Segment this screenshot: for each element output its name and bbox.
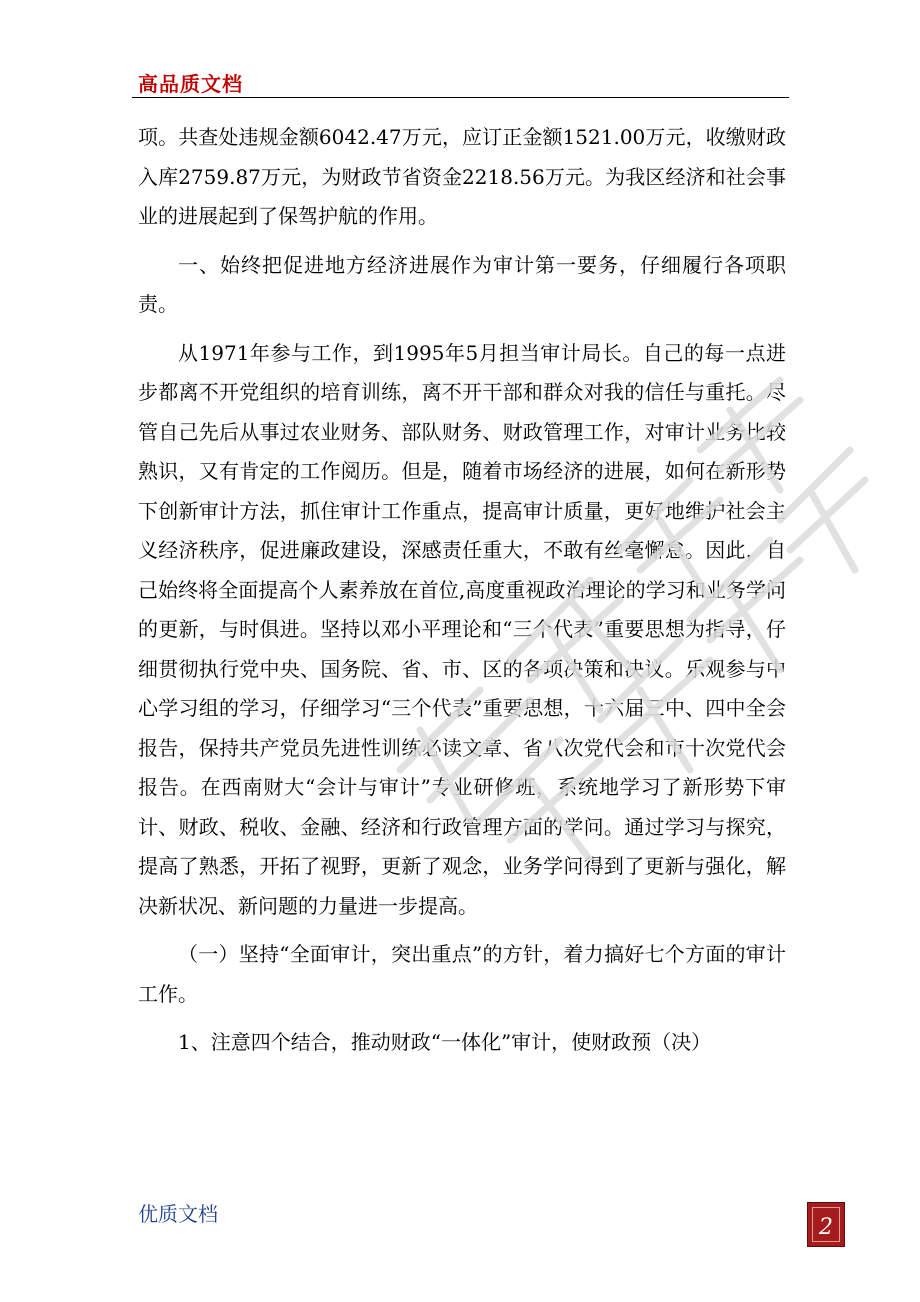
footer-title: 优质文档 xyxy=(138,1202,218,1226)
page-number: 2 xyxy=(819,1215,833,1240)
body-text xyxy=(138,118,786,1063)
header-title: 高品质文档 xyxy=(138,72,243,96)
header-rule xyxy=(132,97,789,98)
paragraph-career-summary: 从1971年参与工作，到1995年5月担当审计局长。自己的每一点进步都离不开党组织的培育训练，离不开干部和群众对我的信任与重托。尽管自己先后从事过农业财务、部队财务、财政管理工作，对审计业务比较熟识，又有肯定的工作阅历。但是，随着市场经济的进展，如何在新形势下创新审计方法，抓住审计工作重点，提高审计质量，更好地维护社会主义经济秩序，促进廉政建设，深感责任重大，不敢有丝毫懈怠。因此，自己始终将全面提高个人素养放在首位,高度重视政治理论的学习和业务学问的更新，与时俱进。坚持以邓小平理论和“三个代表”重要思想为指导，仔细贯彻执行党中央、国务院、省、市、区的各项决策和决议。乐观参与中心学习组的学习，仔细学习“三个代表”重要思想，十六届三中、四中全会报告，保持共产党员先进性训练必读文章、省八次党代会和市十次党代会报告。在西南财大“会计与审计”专业研修班，系统地学习了新形势下审计、财政、税收、金融、经济和行政管理方面的学问。通过学习与探究，提高了熟悉，开拓了视野，更新了观念，业务学问得到了更新与强化，解决新状况、新问题的力量进一步提高。 xyxy=(138,340,786,918)
paragraph-item-1: 1、注意四个结合，推动财政“一体化”审计，使财政预（决） xyxy=(178,1030,712,1054)
paragraph-section-heading: 一、始终把促进地方经济进展作为审计第一要务，仔细履行各项职责。 xyxy=(138,252,786,316)
paragraph-subsection-heading: （一）坚持“全面审计，突出重点”的方针，着力搞好七个方面的审计工作。 xyxy=(138,942,786,1006)
page-number-badge xyxy=(807,1202,845,1247)
paragraph-continuation: 项。共查处违规金额6042.47万元，应订正金额1521.00万元，收缴财政入库2759.87万元，为财政节省资金2218.56万元。为我区经济和社会事业的进展起到了保驾护航的作用。 xyxy=(138,125,786,228)
